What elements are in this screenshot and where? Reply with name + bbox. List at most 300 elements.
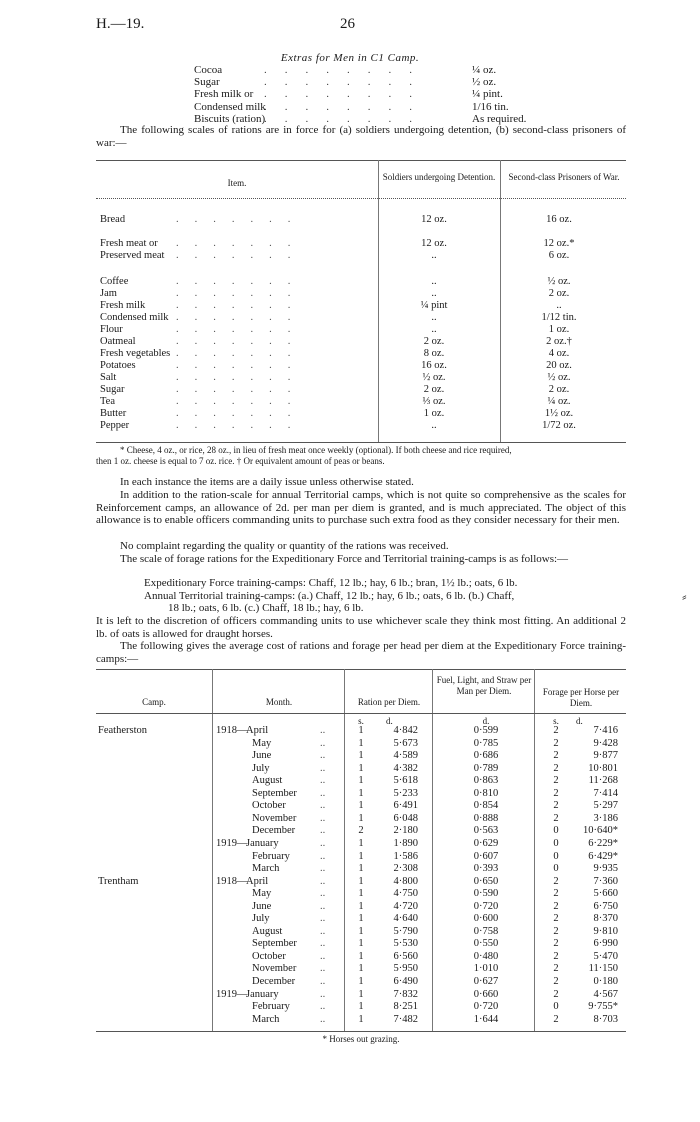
- leader-dots: ........: [264, 88, 430, 101]
- detention-qty: ..: [431, 276, 437, 287]
- fuel-pence: 0·686: [473, 750, 499, 762]
- ration-pence: 6·560: [393, 950, 418, 962]
- paragraph-cost-intro: The following gives the average cost of rations and forage per head per diem at the Expeditionary Force training-camps:—: [96, 640, 626, 665]
- detention-qty: 2 oz.: [423, 336, 445, 347]
- column-header-month: Month.: [265, 697, 293, 707]
- unit-pence: d.: [482, 716, 490, 726]
- fuel-pence: 0·550: [473, 938, 499, 950]
- forage-pence: 10·640*: [583, 825, 618, 837]
- paragraph-daily-issue: In each instance the items are a daily issue unless otherwise stated.: [120, 476, 414, 488]
- ration-shillings: 1: [358, 1001, 364, 1013]
- forage-shillings: 2: [553, 775, 559, 787]
- table-row: [96, 312, 626, 324]
- table-row: [96, 324, 626, 336]
- ration-item: Butter: [100, 408, 127, 419]
- extras-title: Extras for Men in C1 Camp.: [280, 52, 420, 64]
- leader-dots: ........: [264, 112, 430, 125]
- leader-dots: ..: [320, 913, 326, 925]
- month: September: [252, 938, 297, 950]
- leader-dots: .......: [176, 384, 307, 395]
- forage-pence: 3·186: [593, 812, 618, 824]
- fuel-pence: 0·590: [473, 888, 499, 900]
- table-row: [96, 276, 626, 288]
- month: May: [252, 888, 272, 900]
- fuel-pence: 0·480: [473, 950, 499, 962]
- forage-shillings: 2: [553, 888, 559, 900]
- list-item: [194, 64, 554, 76]
- ration-item: Bread: [100, 214, 126, 225]
- fuel-pence: 0·599: [473, 725, 499, 736]
- ration-pence: 4·382: [393, 762, 418, 774]
- ration-pence: 1·890: [393, 837, 418, 849]
- forage-shillings: 2: [553, 737, 559, 749]
- detention-qty: 2 oz.: [423, 384, 445, 395]
- ration-shillings: 1: [358, 888, 364, 900]
- forage-shillings: 0: [553, 1001, 559, 1013]
- forage-pence: 5·470: [593, 950, 618, 962]
- ration-pence: 1·586: [393, 850, 418, 862]
- fuel-pence: 0·650: [473, 875, 499, 887]
- leader-dots: ..: [320, 787, 326, 799]
- leader-dots: ..: [320, 825, 326, 837]
- forage-pence: 8·370: [593, 913, 618, 925]
- fuel-pence: 0·393: [473, 863, 499, 875]
- leader-dots: ..: [320, 925, 326, 937]
- leader-dots: .......: [176, 312, 307, 323]
- forage-shillings: 2: [553, 875, 559, 887]
- month: May: [252, 737, 272, 749]
- forage-territorial: Annual Territorial training-camps: (a.) Chaff, 12 lb.; hay, 6 lb.; oats, 6 lb. (b.) Chaff,: [144, 590, 515, 602]
- leader-dots: ..: [320, 863, 326, 875]
- ration-pence: 2·180: [393, 825, 418, 837]
- detention-qty: ..: [431, 324, 437, 335]
- extras-qty: ¼ pint.: [472, 88, 503, 101]
- leader-dots: .......: [176, 300, 307, 311]
- forage-shillings: 2: [553, 925, 559, 937]
- column-header-forage: Forage per Horse per Diem.: [542, 687, 620, 708]
- column-header-detention: Soldiers undergoing Detention.: [382, 172, 496, 182]
- ration-pence: 6·048: [393, 812, 418, 824]
- prisoner-qty: 6 oz.: [548, 250, 570, 261]
- ration-shillings: 1: [358, 863, 364, 875]
- unit-shillings: s.: [358, 716, 364, 726]
- forage-shillings: 2: [553, 787, 559, 799]
- forage-pence: 8·703: [593, 1013, 618, 1025]
- detention-qty: 1 oz.: [423, 408, 445, 419]
- ration-footnote-1: * Cheese, 4 oz., or rice, 28 oz., in lieu of fresh meat once weekly (optional). If both cheese and rice required,: [120, 445, 512, 455]
- forage-shillings: 2: [553, 762, 559, 774]
- leader-dots: ..: [320, 737, 326, 749]
- table-row: [96, 763, 626, 776]
- column-header-camp: Camp.: [142, 697, 166, 707]
- margin-mark: ⸗: [682, 590, 687, 605]
- ration-shillings: 1: [358, 762, 364, 774]
- fuel-pence: 0·758: [473, 925, 499, 937]
- fuel-pence: 0·810: [473, 787, 499, 799]
- ration-shillings: 1: [358, 800, 364, 812]
- fuel-pence: 0·563: [473, 825, 499, 837]
- ration-shillings: 1: [358, 913, 364, 925]
- forage-shillings: 2: [553, 1013, 559, 1025]
- forage-shillings: 2: [553, 963, 559, 975]
- month: July: [252, 913, 270, 925]
- table-row: [96, 775, 626, 788]
- ration-item: Flour: [100, 324, 123, 335]
- leader-dots: .......: [176, 348, 307, 359]
- ration-shillings: 2: [358, 825, 364, 837]
- forage-shillings: 2: [553, 938, 559, 950]
- leader-dots: .......: [176, 420, 307, 431]
- intro-paragraph: The following scales of rations are in force for (a) soldiers undergoing detention, (b) second-class prisoners of war:—: [96, 124, 626, 149]
- forage-pence: 9·935: [593, 863, 618, 875]
- table-row: [96, 788, 626, 801]
- month: March: [252, 863, 280, 875]
- month: August: [252, 775, 283, 787]
- leader-dots: .......: [176, 214, 307, 225]
- detention-qty: 16 oz.: [421, 360, 447, 371]
- month: December: [252, 976, 296, 987]
- ration-pence: 5·618: [393, 775, 418, 787]
- prisoner-qty: ¼ oz.: [547, 396, 571, 407]
- camp-name: Trentham: [98, 875, 139, 887]
- leader-dots: ..: [320, 837, 326, 849]
- detention-qty: 12 oz.: [421, 238, 447, 249]
- fuel-pence: 0·607: [473, 850, 499, 862]
- ration-pence: 6·491: [393, 800, 418, 812]
- month: January: [246, 988, 279, 1000]
- month: August: [252, 925, 283, 937]
- detention-qty: ½ oz.: [422, 372, 446, 383]
- ration-item: Fresh milk: [100, 300, 146, 311]
- ration-shillings: 1: [358, 812, 364, 824]
- month: June: [252, 900, 272, 912]
- leader-dots: .......: [176, 360, 307, 371]
- table-rule: [96, 160, 626, 161]
- forage-territorial-cont: 18 lb.; oats, 6 lb. (c.) Chaff, 18 lb.; hay, 6 lb.: [168, 602, 364, 614]
- leader-dots: ..: [320, 1001, 326, 1013]
- prisoner-qty: ½ oz.: [547, 372, 571, 383]
- table-row: [96, 913, 626, 926]
- fuel-pence: 1·010: [473, 963, 499, 975]
- extras-qty: As required.: [472, 112, 527, 125]
- column-header-fuel: Fuel, Light, and Straw per Man per Diem.: [436, 675, 532, 696]
- ration-shillings: 1: [358, 950, 364, 962]
- ration-shillings: 1: [358, 775, 364, 787]
- table-row: [96, 813, 626, 826]
- table-row: [96, 825, 626, 838]
- leader-dots: ........: [264, 100, 430, 113]
- forage-shillings: 2: [553, 750, 559, 762]
- forage-pence: 0·180: [593, 976, 618, 987]
- table-row: [96, 838, 626, 851]
- table-rule: [96, 713, 626, 714]
- ration-shillings: 1: [358, 875, 364, 887]
- prisoner-qty: 2 oz.†: [546, 336, 572, 347]
- leader-dots: .......: [176, 276, 307, 287]
- leader-dots: .......: [176, 250, 307, 261]
- detention-qty: ..: [431, 420, 437, 431]
- month: February: [252, 1001, 290, 1013]
- forage-shillings: 2: [553, 950, 559, 962]
- table-row: [96, 976, 626, 989]
- camp-name: Featherston: [98, 725, 147, 736]
- table-row: [96, 750, 626, 763]
- fuel-pence: 0·660: [473, 988, 499, 1000]
- ration-item: Tea: [100, 396, 116, 407]
- extras-label: Condensed milk: [194, 100, 266, 113]
- leader-dots: ..: [320, 812, 326, 824]
- ration-item: Fresh vegetables: [100, 348, 171, 359]
- forage-pence: 11·268: [588, 775, 618, 787]
- page-number: 26: [340, 16, 355, 32]
- month: February: [252, 850, 290, 862]
- forage-shillings: 2: [553, 913, 559, 925]
- leader-dots: ........: [264, 64, 430, 76]
- prisoner-qty: 1/12 tin.: [541, 312, 577, 323]
- ration-shillings: 1: [358, 787, 364, 799]
- table-row: [96, 851, 626, 864]
- prisoner-qty: 1 oz.: [548, 324, 570, 335]
- ration-item: Potatoes: [100, 360, 136, 371]
- leader-dots: .......: [176, 288, 307, 299]
- table-row: [96, 420, 626, 432]
- prisoner-qty: ..: [556, 300, 562, 311]
- ration-pence: 4·589: [393, 750, 418, 762]
- leader-dots: ..: [320, 1013, 326, 1025]
- ration-shillings: 1: [358, 988, 364, 1000]
- fuel-pence: 0·785: [473, 737, 499, 749]
- ration-item: Coffee: [100, 276, 129, 287]
- unit-pence: d.: [386, 716, 393, 726]
- table-row: [96, 938, 626, 951]
- forage-pence: 6·990: [593, 938, 618, 950]
- forage-pence: 11·150: [588, 963, 618, 975]
- ration-pence: 2·308: [393, 863, 418, 875]
- list-item: [194, 76, 554, 88]
- detention-qty: 12 oz.: [421, 214, 447, 225]
- ration-shillings: 1: [358, 900, 364, 912]
- forage-pence: 6·750: [593, 900, 618, 912]
- fuel-pence: 0·629: [473, 837, 499, 849]
- table-row: [96, 1001, 626, 1014]
- extras-label: Cocoa: [194, 64, 223, 76]
- table-row: [96, 725, 626, 738]
- ration-shillings: 1: [358, 837, 364, 849]
- forage-shillings: 0: [553, 863, 559, 875]
- month: November: [252, 963, 297, 975]
- leader-dots: ..: [320, 988, 326, 1000]
- prisoner-qty: 16 oz.: [546, 214, 572, 225]
- leader-dots: ..: [320, 938, 326, 950]
- month: October: [252, 950, 286, 962]
- ration-pence: 5·790: [393, 925, 418, 937]
- month: November: [252, 812, 297, 824]
- ration-item: Preserved meat: [100, 250, 165, 261]
- column-header-item: Item.: [227, 178, 247, 188]
- ration-pence: 4·800: [393, 875, 418, 887]
- forage-pence: 7·416: [593, 725, 618, 736]
- forage-pence: 10·801: [588, 762, 618, 774]
- ration-item: Fresh meat or: [100, 238, 158, 249]
- table-row: [96, 238, 626, 250]
- ration-item: Oatmeal: [100, 336, 136, 347]
- forage-pence: 7·414: [593, 787, 618, 799]
- leader-dots: ..: [320, 900, 326, 912]
- ration-pence: 8·251: [393, 1001, 418, 1013]
- table-rule: [96, 198, 626, 199]
- forage-pence: 9·755*: [588, 1001, 618, 1013]
- ration-shillings: 1: [358, 850, 364, 862]
- ration-pence: 7·832: [393, 988, 418, 1000]
- forage-pence: 7·360: [593, 875, 618, 887]
- forage-pence: 4·567: [593, 988, 618, 1000]
- leader-dots: ..: [320, 762, 326, 774]
- ration-shillings: 1: [358, 925, 364, 937]
- forage-shillings: 2: [553, 988, 559, 1000]
- ration-shillings: 1: [358, 725, 364, 736]
- table-rule: [96, 1031, 626, 1032]
- leader-dots: ..: [320, 850, 326, 862]
- fuel-pence: 1·644: [473, 1013, 499, 1025]
- ration-pence: 5·233: [393, 787, 418, 799]
- ration-pence: 4·720: [393, 900, 418, 912]
- month: October: [252, 800, 286, 812]
- ration-shillings: 1: [358, 938, 364, 950]
- ration-pence: 7·482: [393, 1013, 418, 1025]
- table-row: [96, 408, 626, 420]
- leader-dots: ..: [320, 950, 326, 962]
- fuel-pence: 0·854: [473, 800, 499, 812]
- ration-shillings: 1: [358, 737, 364, 749]
- extras-qty: ¼ oz.: [472, 64, 497, 76]
- detention-qty: 8 oz.: [423, 348, 445, 359]
- leader-dots: ..: [320, 875, 326, 887]
- table-rule: [96, 669, 626, 670]
- ration-shillings: 1: [358, 1013, 364, 1025]
- ration-pence: 5·530: [393, 938, 418, 950]
- extras-label: Biscuits (ration): [194, 112, 266, 125]
- detention-qty: ..: [431, 312, 437, 323]
- ration-pence: 4·750: [393, 888, 418, 900]
- table-row: [96, 214, 626, 226]
- ration-item: Condensed milk: [100, 312, 169, 323]
- fuel-pence: 0·789: [473, 762, 499, 774]
- page-code: H.—19.: [96, 16, 145, 32]
- unit-pence: d.: [576, 716, 583, 726]
- table-row: [96, 396, 626, 408]
- leader-dots: .......: [176, 396, 307, 407]
- paragraph-forage-intro: The scale of forage rations for the Expeditionary Force and Territorial training-camps is as follows:—: [120, 553, 569, 565]
- fuel-pence: 0·627: [473, 976, 499, 987]
- prisoner-qty: 2 oz.: [548, 384, 570, 395]
- extras-label: Sugar: [194, 76, 220, 89]
- forage-shillings: 2: [553, 976, 559, 987]
- year: 1919—: [216, 988, 248, 1000]
- ration-item: Salt: [100, 372, 117, 383]
- forage-shillings: 2: [553, 800, 559, 812]
- table-row: [96, 876, 626, 889]
- detention-qty: ..: [431, 288, 437, 299]
- fuel-pence: 0·863: [473, 775, 499, 787]
- forage-shillings: 2: [553, 900, 559, 912]
- table-row: [96, 1014, 626, 1027]
- leader-dots: ..: [320, 963, 326, 975]
- fuel-pence: 0·720: [473, 1001, 499, 1013]
- detention-qty: ..: [431, 250, 437, 261]
- forage-pence: 6·229*: [588, 837, 618, 849]
- fuel-pence: 0·888: [473, 812, 499, 824]
- leader-dots: ..: [320, 976, 326, 987]
- column-header-prisoners: Second-class Prisoners of War.: [508, 172, 620, 182]
- month: June: [252, 750, 272, 762]
- forage-expeditionary: Expeditionary Force training-camps: Chaff, 12 lb.; hay, 6 lb.; bran, 1½ lb.; oats, 6 lb.: [144, 577, 518, 589]
- table-row: [96, 888, 626, 901]
- forage-pence: 9·810: [593, 925, 618, 937]
- table-row: [96, 926, 626, 939]
- leader-dots: .......: [176, 238, 307, 249]
- table-rule: [96, 442, 626, 443]
- table-row: [96, 348, 626, 360]
- table-row: [96, 863, 626, 876]
- prisoner-qty: ½ oz.: [547, 276, 571, 287]
- ration-footnote-2: then 1 oz. cheese is equal to 7 oz. rice. † Or equivalent amount of peas or beans.: [96, 456, 385, 466]
- forage-pence: 9·877: [593, 750, 618, 762]
- detention-qty: ⅓ oz.: [422, 396, 446, 407]
- year: 1918—: [216, 875, 248, 887]
- cost-footnote: * Horses out grazing.: [322, 1034, 400, 1044]
- ration-shillings: 1: [358, 750, 364, 762]
- table-row: [96, 800, 626, 813]
- extras-label: Fresh milk or: [194, 88, 254, 101]
- fuel-pence: 0·600: [473, 913, 499, 925]
- leader-dots: ..: [320, 750, 326, 762]
- forage-pence: 5·660: [593, 888, 618, 900]
- leader-dots: ........: [264, 76, 430, 89]
- forage-pence: 6·429*: [588, 850, 618, 862]
- ration-pence: 6·490: [393, 976, 418, 987]
- leader-dots: ..: [320, 800, 326, 812]
- extras-list: [194, 64, 554, 125]
- month: April: [246, 875, 269, 887]
- paragraph-no-complaint: No complaint regarding the quality or quantity of the rations was received.: [120, 540, 449, 552]
- month: March: [252, 1013, 280, 1025]
- month: September: [252, 787, 297, 799]
- leader-dots: .......: [176, 408, 307, 419]
- table-row: [96, 901, 626, 914]
- detention-qty: ¼ pint: [420, 300, 448, 311]
- paragraph-allowance: In addition to the ration-scale for annual Territorial camps, which is not quite so comprehensive as the scales for Reinforcement camps, an allowance of 2d. per man per diem is granted, and is much appreciated. The object of this allowance is to enable officers commanding units to purchase such extra food as they consider necessary for their men.: [96, 489, 626, 527]
- ration-pence: 5·673: [393, 737, 418, 749]
- list-item: [194, 88, 554, 100]
- month: December: [252, 825, 296, 837]
- table-row: [96, 989, 626, 1002]
- leader-dots: ..: [320, 725, 326, 736]
- month: April: [246, 725, 269, 736]
- prisoner-qty: 2 oz.: [548, 288, 570, 299]
- unit-shillings: s.: [553, 716, 559, 726]
- table-row: [96, 963, 626, 976]
- fuel-pence: 0·720: [473, 900, 499, 912]
- forage-shillings: 2: [553, 725, 559, 736]
- forage-pence: 5·297: [593, 800, 618, 812]
- forage-shillings: 0: [553, 825, 559, 837]
- column-header-ration: Ration per Diem.: [357, 697, 421, 707]
- forage-pence: 9·428: [593, 737, 618, 749]
- month: July: [252, 762, 270, 774]
- table-row: [96, 288, 626, 300]
- leader-dots: ..: [320, 775, 326, 787]
- ration-pence: 4·640: [393, 913, 418, 925]
